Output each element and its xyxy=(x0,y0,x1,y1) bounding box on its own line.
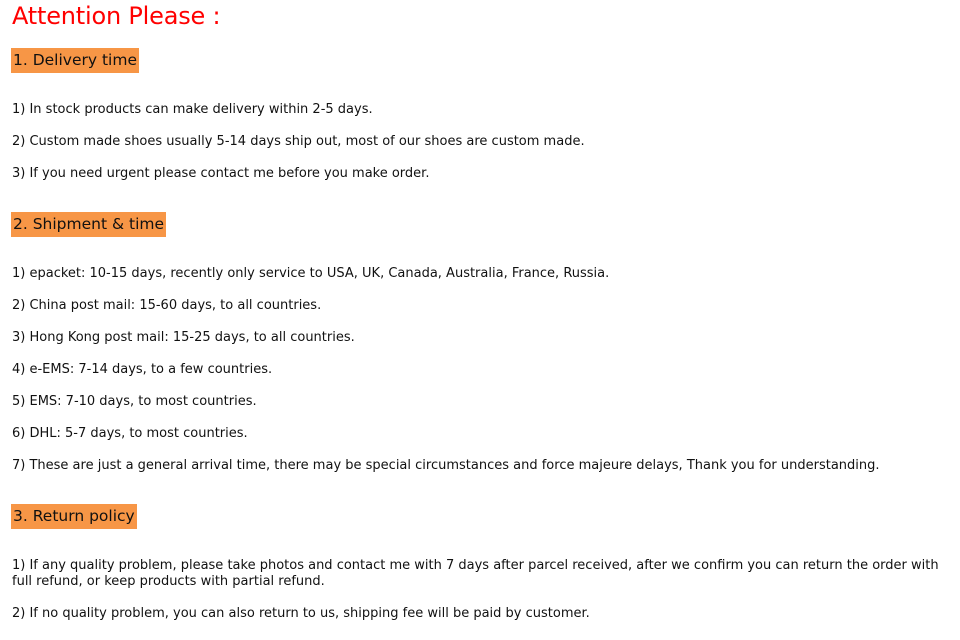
shipment-item-5: 5) EMS: 7-10 days, to most countries. xyxy=(12,394,257,409)
shipment-item-6: 6) DHL: 5-7 days, to most countries. xyxy=(12,426,248,441)
shipment-item-3: 3) Hong Kong post mail: 15-25 days, to all countries. xyxy=(12,330,355,345)
return-item-2: 2) If no quality problem, you can also return to us, shipping fee will be paid by customer. xyxy=(12,606,590,621)
shipment-item-4: 4) e-EMS: 7-14 days, to a few countries. xyxy=(12,362,273,377)
delivery-item-1: 1) In stock products can make delivery within 2-5 days. xyxy=(12,102,373,117)
shipment-item-1: 1) epacket: 10-15 days, recently only service to USA, UK, Canada, Australia, France, Russia. xyxy=(12,266,610,281)
page-title: Attention Please : xyxy=(12,2,221,30)
shipment-item-7: 7) These are just a general arrival time, there may be special circumstances and force majeure delays, Thank you for understanding. xyxy=(12,458,880,473)
shipment-item-2: 2) China post mail: 15-60 days, to all countries. xyxy=(12,298,322,313)
return-item-1: 1) If any quality problem, please take photos and contact me with 7 days after parcel received, after we confirm you can return the order with full refund, or keep products with partial refund. xyxy=(12,558,939,589)
delivery-item-2: 2) Custom made shoes usually 5-14 days ship out, most of our shoes are custom made. xyxy=(12,134,585,149)
delivery-item-3: 3) If you need urgent please contact me before you make order. xyxy=(12,166,430,181)
section-heading-delivery-time: 1. Delivery time xyxy=(11,48,139,73)
section-heading-return-policy: 3. Return policy xyxy=(11,504,137,529)
section-heading-shipment-time: 2. Shipment & time xyxy=(11,212,166,237)
